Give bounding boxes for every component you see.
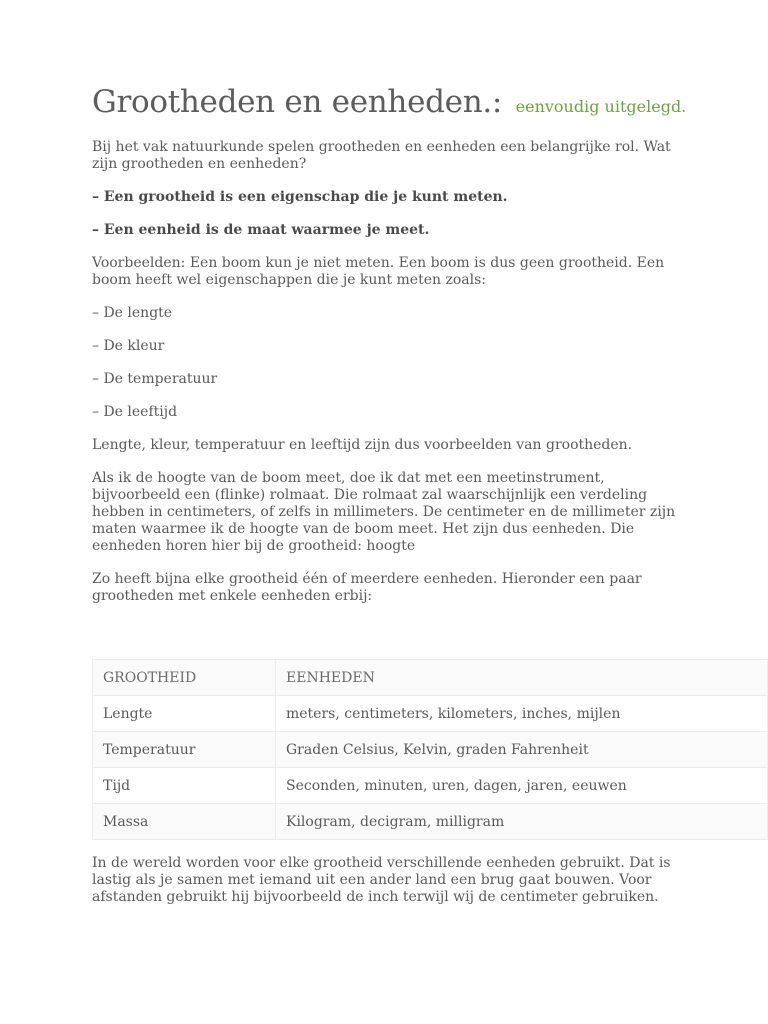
title-subtitle: eenvoudig uitgelegd. bbox=[515, 97, 687, 116]
explanation-paragraph: Als ik de hoogte van de boom meet, doe ik dat met een meetinstrument, bijvoorbeeld een (flinke) rolmaat. Die rolmaat zal waarschijnlijk een verdeling hebben in centimeters, of zelfs in millimeters. De centimeter en de millimeter zijn maten waarmee ik de hoogte van de boom meet. Het zijn dus eenheden. Die eenheden horen hier bij de grootheid: hoogte bbox=[92, 470, 676, 554]
table-cell-units: Graden Celsius, Kelvin, graden Fahrenheit bbox=[276, 732, 768, 768]
table-cell-quantity: Massa bbox=[93, 804, 276, 840]
definition-grootheid: – Een grootheid is een eigenschap die je kunt meten. bbox=[92, 189, 508, 205]
article-body bbox=[92, 139, 682, 621]
table-row bbox=[93, 768, 768, 804]
table-cell-units: Kilogram, decigram, milligram bbox=[276, 804, 768, 840]
table-cell-units: Seconden, minuten, uren, dagen, jaren, eeuwen bbox=[276, 768, 768, 804]
page-title bbox=[92, 84, 686, 120]
summary-paragraph: Lengte, kleur, temperatuur en leeftijd zijn dus voorbeelden van grootheden. bbox=[92, 437, 633, 453]
table-intro-paragraph: Zo heeft bijna elke grootheid één of meerdere eenheden. Hieronder een paar grootheden met enkele eenheden erbij: bbox=[92, 571, 642, 604]
title-main: Grootheden en eenheden.: bbox=[92, 84, 503, 120]
definition-eenheid: – Een eenheid is de maat waarmee je meet. bbox=[92, 222, 430, 238]
outro-paragraph: In de wereld worden voor elke grootheid verschillende eenheden gebruikt. Dat is lastig als je samen met iemand uit een ander land een brug gaat bouwen. Voor afstanden gebruikt hij bijvoorbeeld de inch terwijl wij de centimeter gebruiken. bbox=[92, 855, 671, 905]
table-cell-units: meters, centimeters, kilometers, inches, mijlen bbox=[276, 696, 768, 732]
table-header-cell: EENHEDEN bbox=[276, 660, 768, 696]
examples-intro-paragraph: Voorbeelden: Een boom kun je niet meten. Een boom is dus geen grootheid. Een boom heeft wel eigenschappen die je kunt meten zoals: bbox=[92, 255, 665, 288]
units-table-wrapper bbox=[92, 659, 768, 840]
list-item: – De lengte bbox=[92, 305, 173, 321]
list-item: – De leeftijd bbox=[92, 404, 178, 420]
table-header-row bbox=[93, 660, 768, 696]
table-cell-quantity: Lengte bbox=[93, 696, 276, 732]
table-row bbox=[93, 804, 768, 840]
table-row bbox=[93, 696, 768, 732]
list-item: – De temperatuur bbox=[92, 371, 218, 387]
table-cell-quantity: Temperatuur bbox=[93, 732, 276, 768]
units-table bbox=[92, 659, 768, 840]
table-header-cell: GROOTHEID bbox=[93, 660, 276, 696]
list-item: – De kleur bbox=[92, 338, 165, 354]
intro-paragraph: Bij het vak natuurkunde spelen grootheden en eenheden een belangrijke rol. Wat zijn grootheden en eenheden? bbox=[92, 139, 671, 172]
table-row bbox=[93, 732, 768, 768]
table-cell-quantity: Tijd bbox=[93, 768, 276, 804]
